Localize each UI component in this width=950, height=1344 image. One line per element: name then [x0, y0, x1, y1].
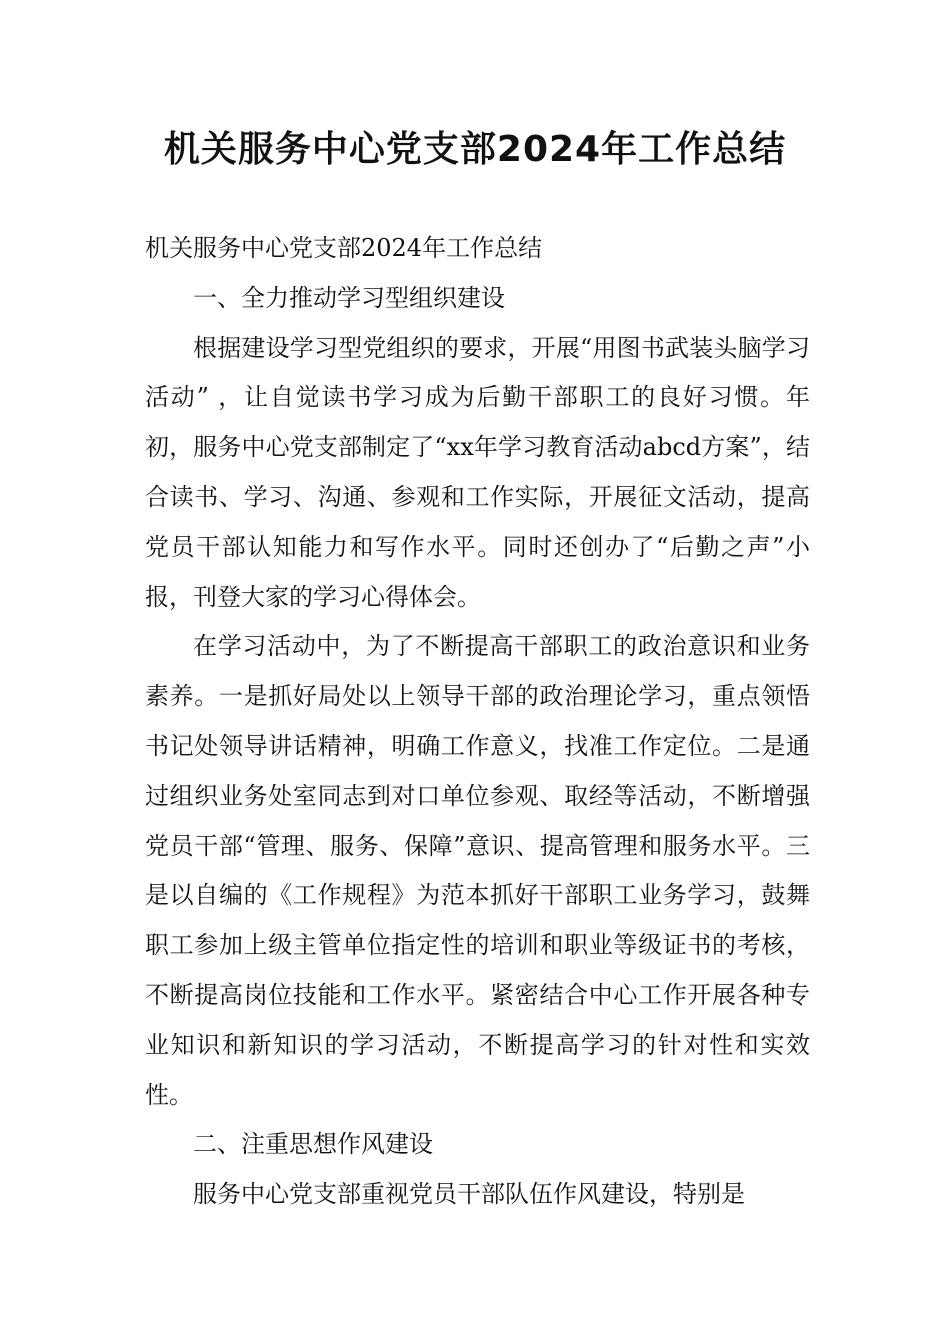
section-heading-1: 一、全力推动学习型组织建设 — [193, 283, 505, 312]
document-title: 机关服务中心党支部2024年工作总结 — [163, 129, 787, 170]
body-heading-line: 机关服务中心党支部2024年工作总结 — [145, 234, 543, 262]
document-body — [145, 224, 810, 1220]
paragraph-3: 服务中心党支部重视党员干部队伍作风建设，特别是 — [193, 1180, 745, 1209]
paragraph-2: 在学习活动中，为了不断提高干部职工的政治意识和业务素养。一是抓好局处以上领导干部的政治理论学习，重点领悟书记处领导讲话精神，明确工作意义，找准工作定位。二是通过组织业务处室同志到对口单位参观、取经等活动，不断增强党员干部“管理、服务、保障”意识、提高管理和服务水平。三是以自编的《工作规程》为范本抓好干部职工业务学习，鼓舞职工参加上级主管单位指定性的培训和职业等级证书的考核，不断提高岗位技能和工作水平。紧密结合中心工作开展各种专业知识和新知识的学习活动，不断提高学习的针对性和实效性。 — [145, 632, 810, 1109]
section-heading-2: 二、注重思想作风建设 — [193, 1130, 433, 1159]
paragraph-1: 根据建设学习型党组织的要求，开展“用图书武装头脑学习活动” ，让自觉读书学习成为后勤干部职工的良好习惯。年初，服务中心党支部制定了“xx年学习教育活动abcd方案”，结合读书、学习、沟通、参观和工作实际，开展征文活动，提高党员干部认知能力和写作水平。同时还创办了“后勤之声”小报，刊登大家的学习心得体会。 — [145, 333, 810, 611]
